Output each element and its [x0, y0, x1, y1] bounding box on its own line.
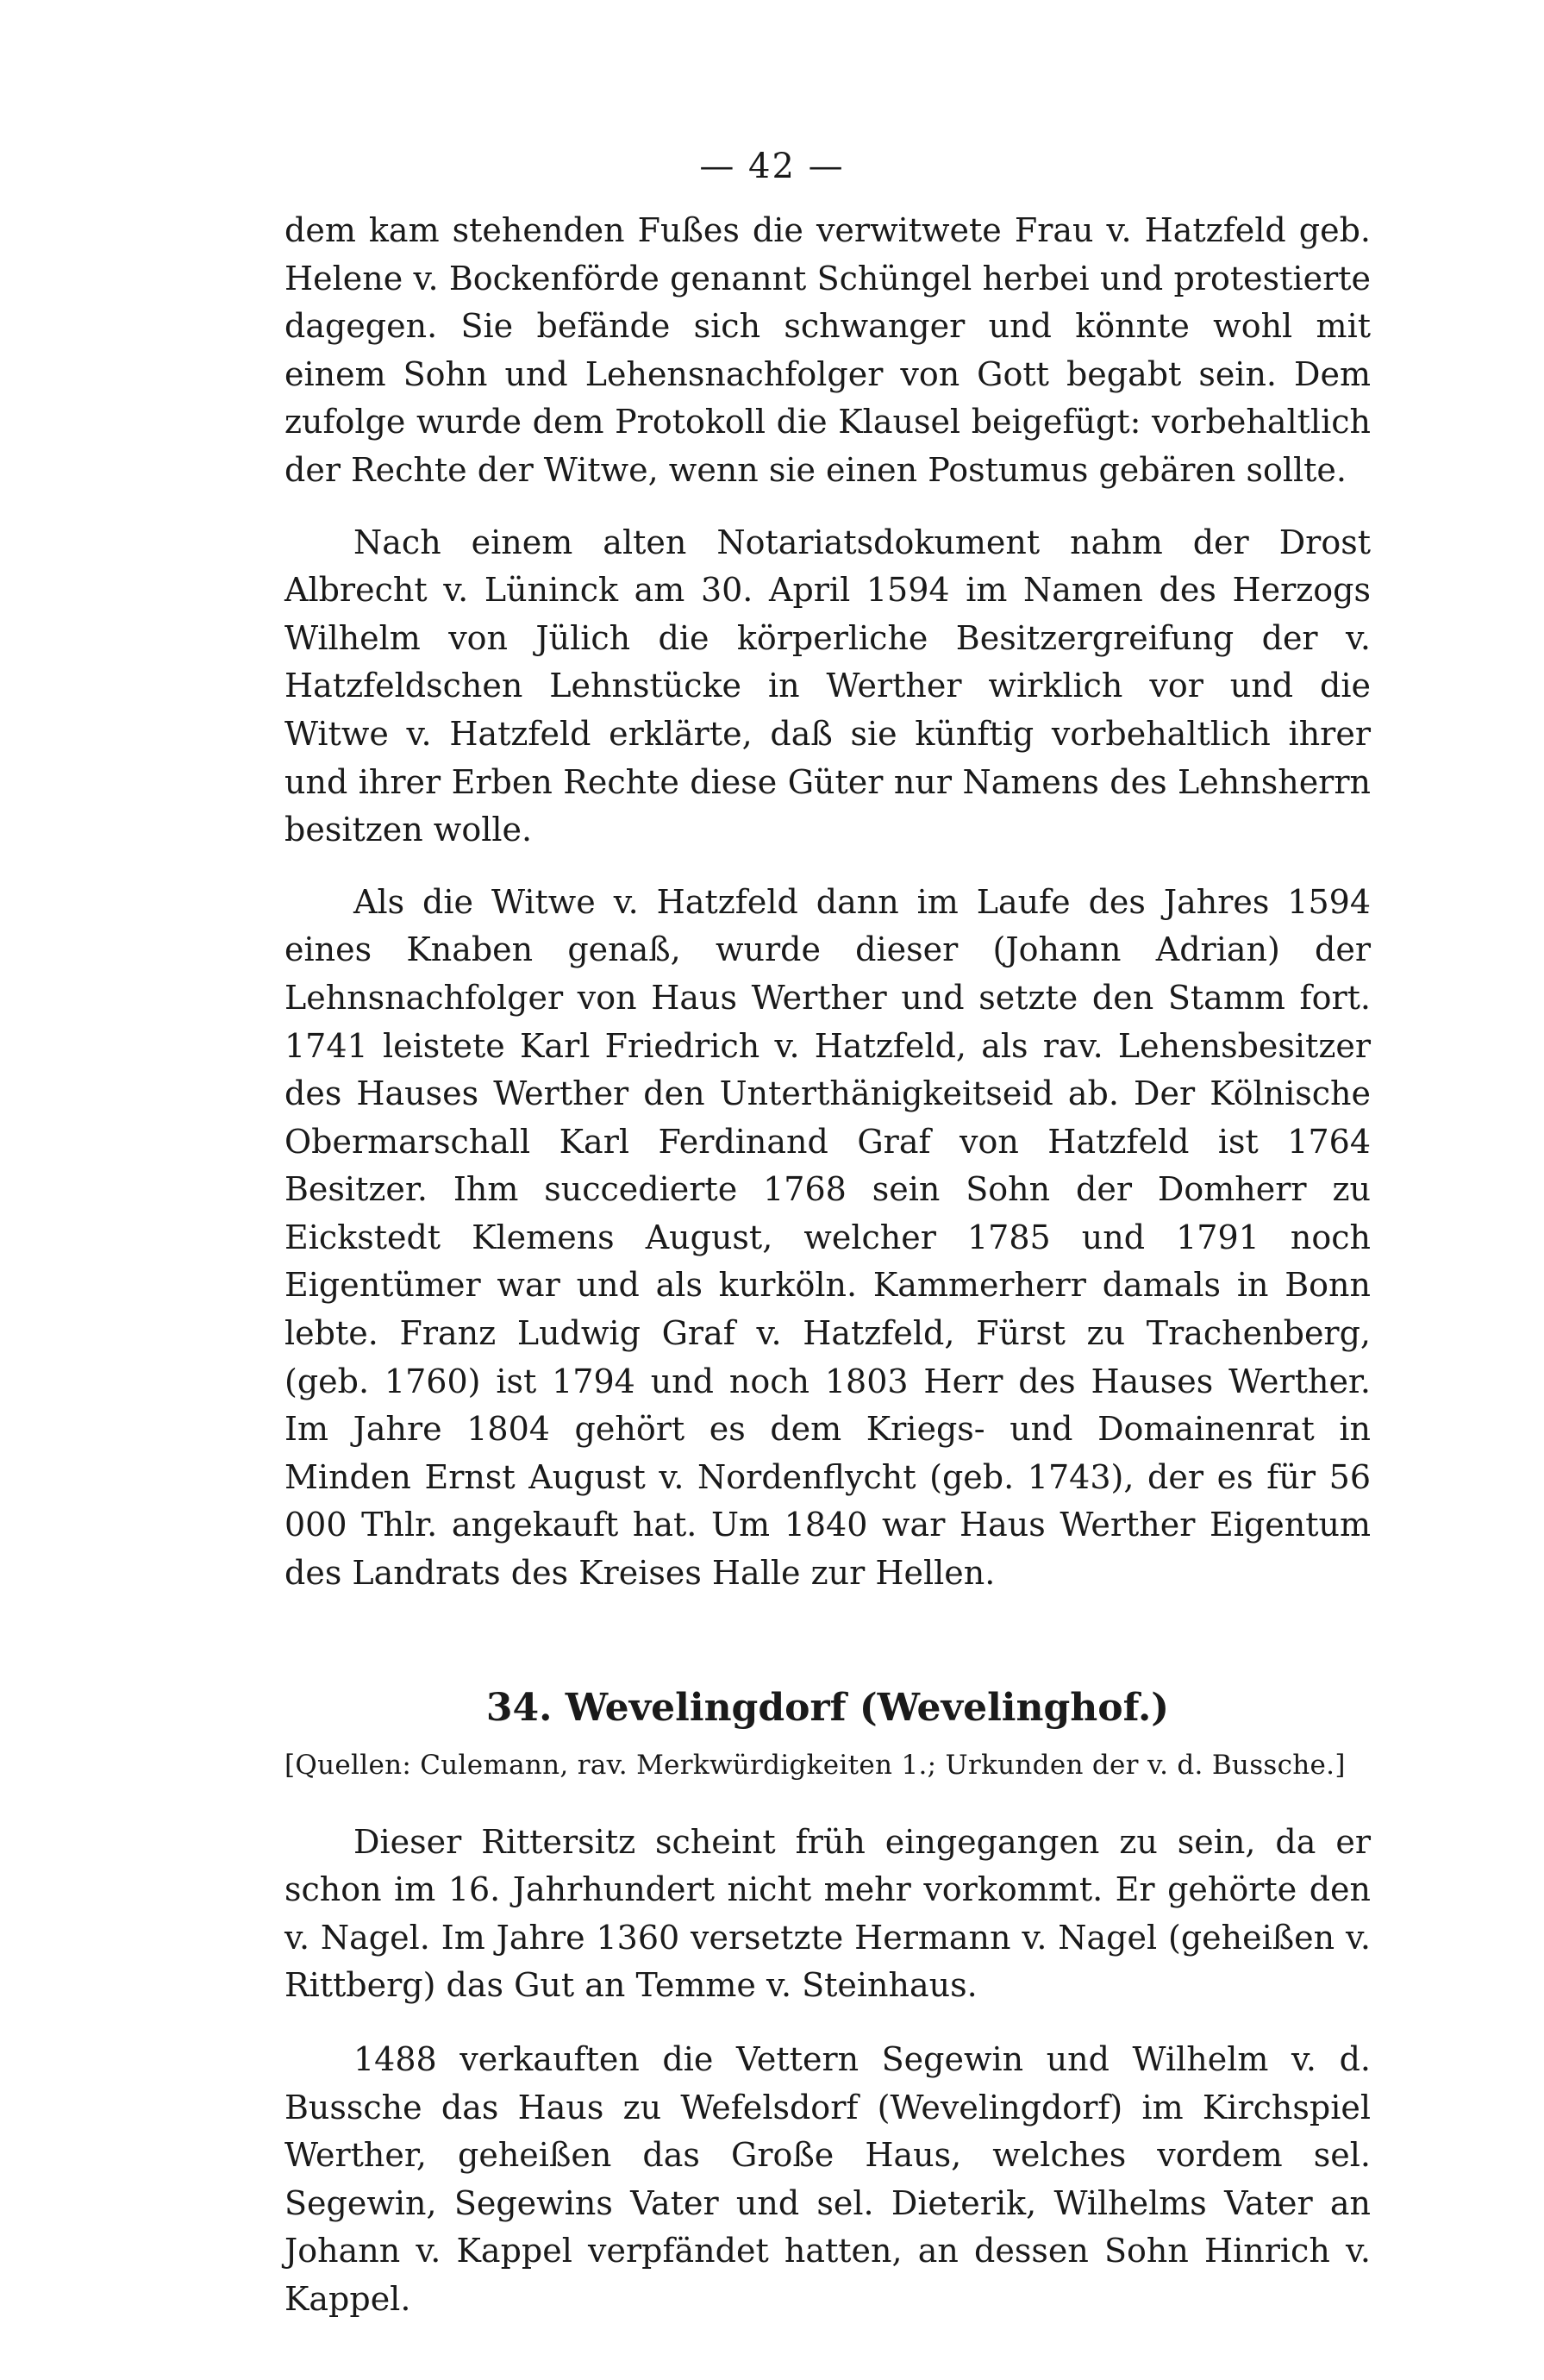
paragraph-rittersitz: Dieser Rittersitz scheint früh eingegangen zu sein, da er schon im 16. Jahrhundert nicht mehr vorkommt. Er gehörte den v. Nagel. Im Jahre 1360 versetzte Hermann v. Nagel (geheißen v. Rittberg) das Gut an Temme v. Steinhaus. — [284, 1822, 1371, 2005]
section-heading: 34. Wevelingdorf (Wevelinghof.) — [485, 1685, 1170, 1730]
body-text — [284, 207, 1371, 2324]
paragraph-sale-1488: 1488 verkauften die Vettern Segewin und Wilhelm v. d. Bussche das Haus zu Wefelsdorf (Wevelingdorf) im Kirchspiel Werther, geheißen das Große Haus, welches vordem sel. Segewin, Segewins Vater und sel. Dieterik, Wilhelms Vater an Johann v. Kappel verpfändet hatten, an dessen Sohn Hinrich v. Kappel. — [284, 2040, 1371, 2318]
section-sources: [Quellen: Culemann, rav. Merkwürdigkeiten 1.; Urkunden der v. d. Bussche.] — [284, 1749, 1346, 1781]
paragraph-hatzfeld-protest: dem kam stehenden Fußes die verwitwete Frau v. Hatzfeld geb. Helene v. Bockenförde genannt Schüngel herbei und protestierte dagegen. Sie befände sich schwanger und könnte wohl mit einem Sohn und Lehensnachfolger von Gott begabt sein. Dem zufolge wurde dem Protokoll die Klausel beigefügt: vorbehaltlich der Rechte der Witwe, wenn sie einen Postumus gebären sollte. — [284, 211, 1371, 489]
paragraph-succession: Als die Witwe v. Hatzfeld dann im Laufe des Jahres 1594 eines Knaben genaß, wurde dieser (Johann Adrian) der Lehnsnachfolger von Haus Werther und setzte den Stamm fort. 1741 leistete Karl Friedrich v. Hatzfeld, als rav. Lehensbesitzer des Hauses Werther den Unterthänigkeitseid ab. Der Kölnische Obermarschall Karl Ferdinand Graf von Hatzfeld ist 1764 Besitzer. Ihm succedierte 1768 sein Sohn der Domherr zu Eickstedt Klemens August, welcher 1785 und 1791 noch Eigentümer war und als kurköln. Kammerherr damals in Bonn lebte. Franz Ludwig Graf v. Hatzfeld, Fürst zu Trachenberg, (geb. 1760) ist 1794 und noch 1803 Herr des Hauses Werther. Im Jahre 1804 gehört es dem Kriegs- und Domainenrat in Minden Ernst August v. Nordenflycht (geb. 1743), der es für 56 000 Thlr. angekauft hat. Um 1840 war Haus Werther Eigentum des Landrats des Kreises Halle zur Hellen. — [284, 882, 1371, 1593]
page-number: — 42 — — [699, 147, 845, 186]
paragraph-notary-document: Nach einem alten Notariatsdokument nahm der Drost Albrecht v. Lüninck am 30. April 1594 im Namen des Herzogs Wilhelm von Jülich die körperliche Besitzergreifung der v. Hatzfeldschen Lehnstücke in Werther wirklich vor und die Witwe v. Hatzfeld erklärte, daß sie künftig vorbehaltlich ihrer und ihrer Erben Rechte diese Güter nur Namens des Lehnsherrn besitzen wolle. — [284, 523, 1371, 849]
